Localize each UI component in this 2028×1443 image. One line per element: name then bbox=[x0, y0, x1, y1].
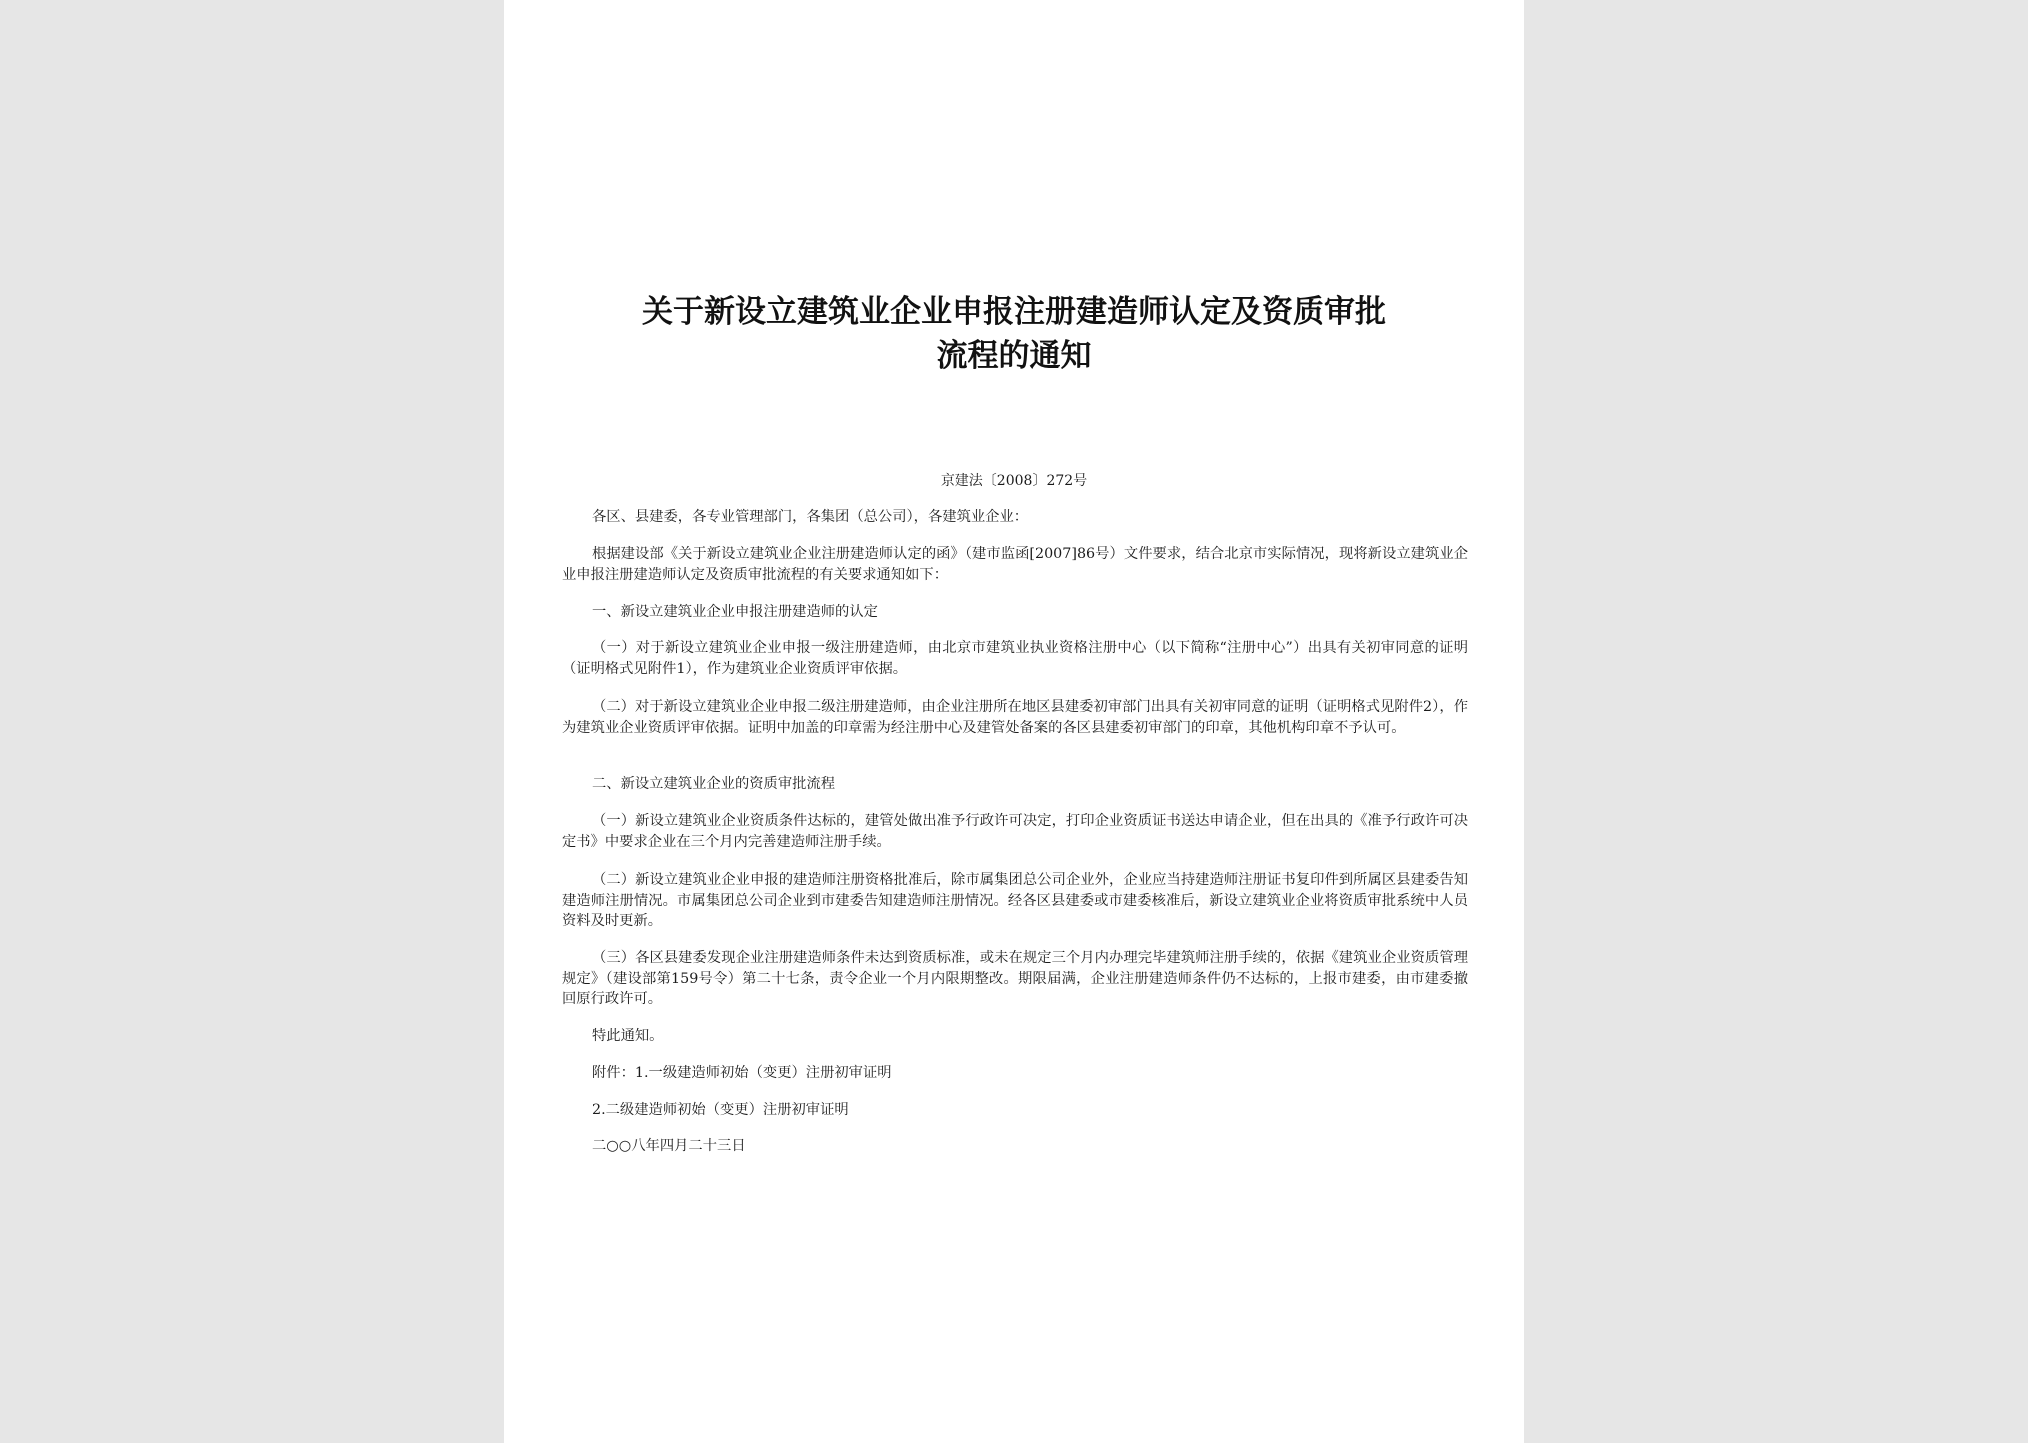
closing: 特此通知。 bbox=[592, 1028, 664, 1044]
section2-item1: （一）新设立建筑业企业资质条件达标的，建管处做出准予行政许可决定，打印企业资质证书送达申请企业，但在出具的《准予行政许可决定书》中要求企业在三个月内完善建造师注册手续。 bbox=[562, 813, 1468, 850]
document-page bbox=[504, 0, 1524, 1443]
attachment-1: 附件：1.一级建造师初始（变更）注册初审证明 bbox=[592, 1065, 892, 1081]
addressee: 各区、县建委，各专业管理部门，各集团（总公司），各建筑业企业： bbox=[592, 509, 1029, 525]
section1-heading: 一、新设立建筑业企业申报注册建造师的认定 bbox=[592, 604, 878, 620]
section2-item2: （二）新设立建筑业企业申报的建造师注册资格批准后，除市属集团总公司企业外，企业应当持建造师注册证书复印件到所属区县建委告知建造师注册情况。市属集团总公司企业到市建委告知建造师注册情况。经各区县建委或市建委核准后，新设立建筑业企业将资质审批系统中人员资料及时更新。 bbox=[562, 872, 1468, 929]
intro-paragraph: 根据建设部《关于新设立建筑业企业注册建造师认定的函》（建市监函[2007]86号）文件要求，结合北京市实际情况，现将新设立建筑业企业申报注册建造师认定及资质审批流程的有关要求通知如下： bbox=[562, 546, 1468, 583]
section1-item1: （一）对于新设立建筑业企业申报一级注册建造师，由北京市建筑业执业资格注册中心（以下简称“注册中心”）出具有关初审同意的证明（证明格式见附件1），作为建筑业企业资质评审依据。 bbox=[562, 640, 1468, 677]
document-number: 京建法〔2008〕272号 bbox=[940, 473, 1088, 489]
section1-item2: （二）对于新设立建筑业企业申报二级注册建造师，由企业注册所在地区县建委初审部门出具有关初审同意的证明（证明格式见附件2），作为建筑业企业资质评审依据。证明中加盖的印章需为经注册中心及建管处备案的各区县建委初审部门的印章，其他机构印章不予认可。 bbox=[562, 699, 1468, 736]
section2-item3: （三）各区县建委发现企业注册建造师条件未达到资质标准，或未在规定三个月内办理完毕建筑师注册手续的，依据《建筑业企业资质管理规定》（建设部第159号令）第二十七条，责令企业一个月内限期整改。期限届满，企业注册建造师条件仍不达标的，上报市建委，由市建委撤回原行政许可。 bbox=[562, 950, 1468, 1007]
title-line-2: 流程的通知 bbox=[936, 338, 1092, 374]
title-line-1: 关于新设立建筑业企业申报注册建造师认定及资质审批 bbox=[642, 294, 1386, 330]
section2-heading: 二、新设立建筑业企业的资质审批流程 bbox=[592, 776, 836, 792]
document-date: 二○○八年四月二十三日 bbox=[592, 1138, 746, 1154]
attachment-2: 2.二级建造师初始（变更）注册初审证明 bbox=[592, 1102, 849, 1118]
document-title bbox=[564, 290, 1464, 378]
